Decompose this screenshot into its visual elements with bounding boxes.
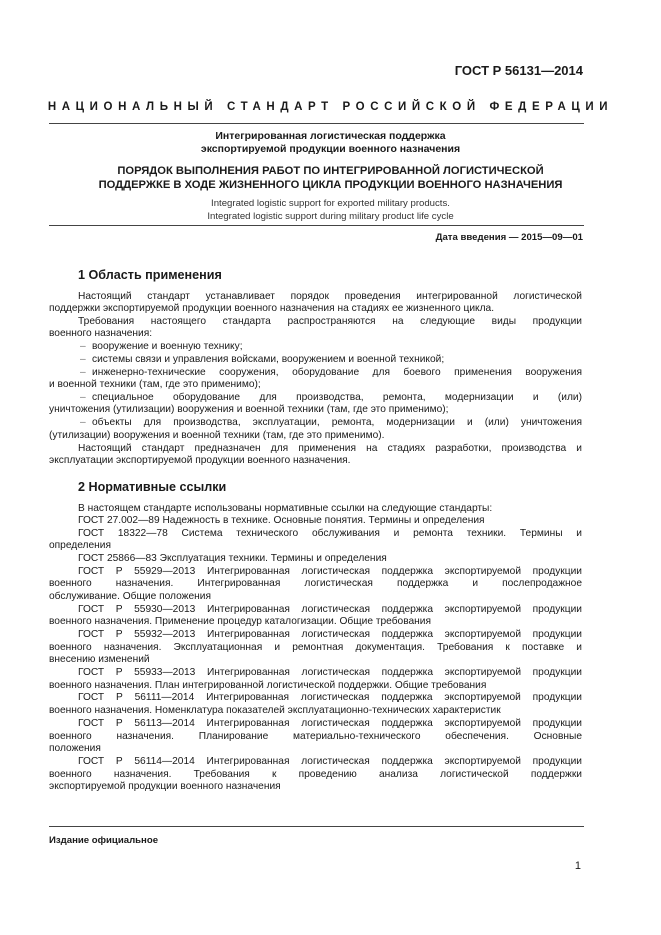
s2-line: военного назначения. Планирование материально-технического обеспечения. Основные <box>49 731 582 742</box>
s1-line: системы связи и управления войсками, вооружением и военной техникой; <box>92 354 445 365</box>
s1-line: эксплуатации экспортируемой продукции военного назначения. <box>49 455 351 466</box>
document-code: ГОСТ Р 56131—2014 <box>454 63 583 78</box>
english-title-line-2: Integrated logistic support during military product life cycle <box>207 210 454 222</box>
s2-line: положения <box>49 743 101 754</box>
s1-line: инженерно-технические сооружения, оборудование для боевого применения вооружения <box>92 367 582 378</box>
s2-line: ГОСТ 18322—78 Система технического обслуживания и ремонта техники. Термины и <box>78 528 582 539</box>
bullet-dash-icon: – <box>80 417 86 428</box>
s2-line: военного назначения. Интегрированная логистическая поддержка и послепродажное <box>49 578 582 589</box>
subtitle-line-1: Интегрированная логистическая поддержка <box>215 130 446 142</box>
s2-line: военного назначения. Применение процедур каталогизации. Общие требования <box>49 616 431 627</box>
main-title-line-2: ПОДДЕРЖКЕ В ХОДЕ ЖИЗНЕННОГО ЦИКЛА ПРОДУКЦИИ ВОЕННОГО НАЗНАЧЕНИЯ <box>98 179 563 191</box>
s2-line: ГОСТ Р 55930—2013 Интегрированная логистическая поддержка экспортируемой продукции <box>78 604 582 615</box>
s2-line: ГОСТ Р 56111—2014 Интегрированная логистическая поддержка экспортируемой продукции <box>78 692 582 703</box>
s2-line: определения <box>49 540 112 551</box>
s2-line: экспортируемой продукции военного назначения <box>49 781 281 792</box>
title-divider <box>49 225 584 226</box>
s1-line: поддержки экспортируемой продукции военного назначения на стадиях ее жизненного цикла. <box>49 303 495 314</box>
s2-line: В настоящем стандарте использованы нормативные ссылки на следующие стандарты: <box>78 503 493 514</box>
s2-line: внесению изменений <box>49 654 150 665</box>
s2-line: военного назначения. Эксплуатационная и ремонтная документация. Требования к поставке и <box>49 642 582 653</box>
bullet-dash-icon: – <box>80 341 86 352</box>
s2-line: военного назначения. Требования к проведению анализа логистической поддержки <box>49 769 582 780</box>
subtitle-line-2: экспортируемой продукции военного назначения <box>200 143 461 155</box>
s1-line: объекты для производства, эксплуатации, ремонта, модернизации и (или) уничтожения <box>92 417 582 428</box>
s2-line: военного назначения. План интегрированной логистической поддержки. Общие требования <box>49 680 487 691</box>
s1-line: (утилизации) вооружения и военной техники (там, где это применимо). <box>49 430 385 441</box>
s2-line: ГОСТ Р 55932—2013 Интегрированная логистическая поддержка экспортируемой продукции <box>78 629 582 640</box>
s2-line: ГОСТ Р 55929—2013 Интегрированная логистическая поддержка экспортируемой продукции <box>78 566 582 577</box>
bullet-dash-icon: – <box>80 367 86 378</box>
section-1-heading: 1 Область применения <box>78 268 222 282</box>
s2-line: военного назначения. Номенклатура показателей эксплуатационно-технических характеристик <box>49 705 501 716</box>
s1-line: уничтожения (утилизации) вооружения и военной техники (там, где это применимо); <box>49 404 449 415</box>
s1-line: Настоящий стандарт предназначен для применения на стадиях разработки, производства и <box>78 443 582 454</box>
s1-line: военного назначения: <box>49 328 153 339</box>
s1-line: вооружение и военную технику; <box>92 341 243 352</box>
s2-line: ГОСТ Р 55933—2013 Интегрированная логистическая поддержка экспортируемой продукции <box>78 667 582 678</box>
bullet-dash-icon: – <box>80 354 86 365</box>
s1-line: и военной техники (там, где это применимо); <box>49 379 261 390</box>
s1-line: Настоящий стандарт устанавливает порядок проведения интегрированной логистической <box>78 291 582 302</box>
s1-line: Требования настоящего стандарта распространяются на следующие виды продукции <box>78 316 582 327</box>
main-title-line-1: ПОРЯДОК ВЫПОЛНЕНИЯ РАБОТ ПО ИНТЕГРИРОВАННОЙ ЛОГИСТИЧЕСКОЙ <box>117 165 544 177</box>
footer-divider <box>49 826 584 827</box>
page-number: 1 <box>574 860 581 872</box>
official-edition-label: Издание официальное <box>49 835 159 846</box>
s2-line: ГОСТ Р 56113—2014 Интегрированная логистическая поддержка экспортируемой продукции <box>78 718 582 729</box>
english-title-line-1: Integrated logistic support for exported military products. <box>211 198 450 209</box>
title-block <box>0 130 661 223</box>
s2-line: ГОСТ 25866—83 Эксплуатация техники. Термины и определения <box>78 553 387 564</box>
s2-line: обслуживание. Общие положения <box>49 591 211 602</box>
top-divider <box>49 123 584 124</box>
introduction-date: Дата введения — 2015—09—01 <box>435 232 583 243</box>
bullet-dash-icon: – <box>80 392 86 403</box>
national-standard-banner: НАЦИОНАЛЬНЫЙ СТАНДАРТ РОССИЙСКОЙ ФЕДЕРАЦИИ <box>47 101 614 113</box>
s1-line: специальное оборудование для производства, ремонта, модернизации и (или) <box>92 392 582 403</box>
s2-line: ГОСТ 27.002—89 Надежность в технике. Основные понятия. Термины и определения <box>78 515 485 526</box>
section-2-heading: 2 Нормативные ссылки <box>78 480 227 494</box>
s2-line: ГОСТ Р 56114—2014 Интегрированная логистическая поддержка экспортируемой продукции <box>78 756 582 767</box>
